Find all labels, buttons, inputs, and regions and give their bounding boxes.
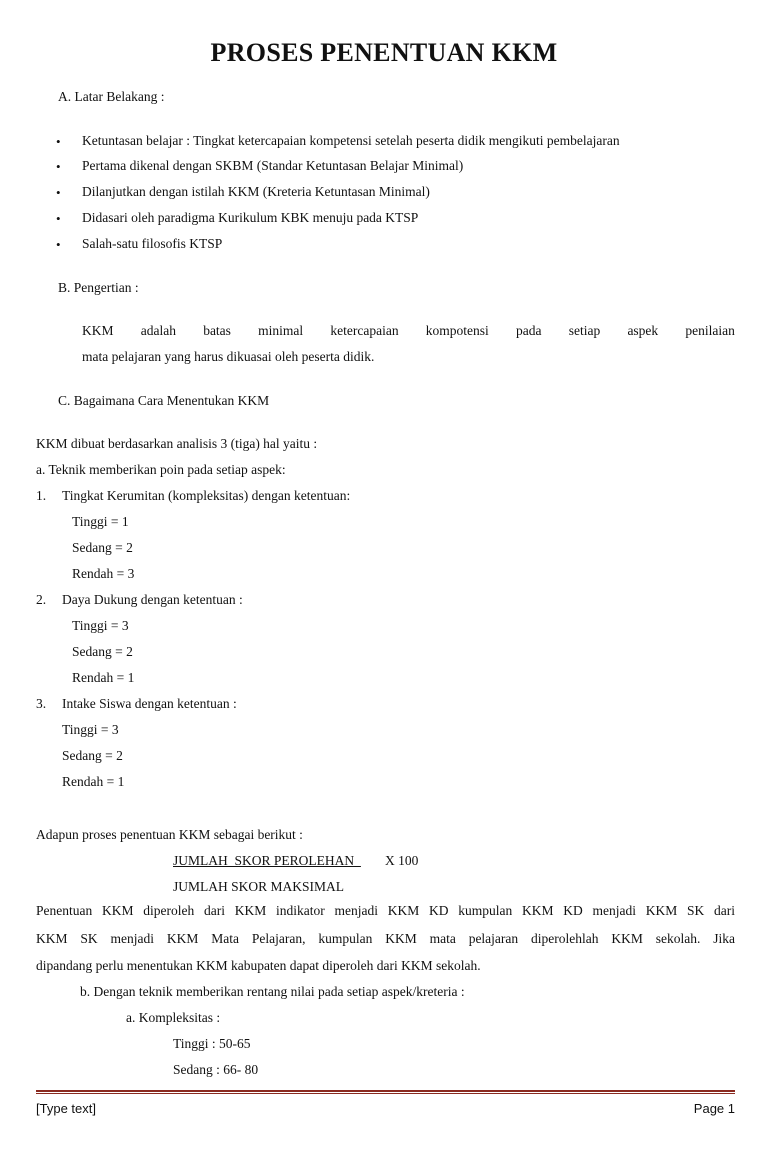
- bullet-item: Ketuntasan belajar : Tingkat ketercapaian kompetensi setelah peserta didik mengikuti pembelajaran: [82, 133, 620, 148]
- sub-a-heading: a. Kompleksitas :: [126, 1010, 221, 1025]
- item-3-text: Intake Siswa dengan ketentuan :: [62, 696, 237, 711]
- definition-word: adalah: [140, 323, 176, 338]
- footer-left-text: [Type text]: [36, 1101, 96, 1116]
- definition-word: KKM: [82, 323, 114, 338]
- definition-line-1: [82, 322, 735, 340]
- item-2-value: Rendah = 1: [72, 670, 135, 685]
- definition-line-2: mata pelajaran yang harus dikuasai oleh peserta didik.: [82, 349, 375, 364]
- section-a-heading: A. Latar Belakang :: [58, 89, 165, 104]
- item-3-value: Rendah = 1: [62, 774, 125, 789]
- item-1-value: Rendah = 3: [72, 566, 135, 581]
- definition-word: batas: [203, 323, 231, 338]
- document-title: PROSES PENENTUAN KKM: [210, 38, 558, 67]
- footer-rule-thin: [36, 1093, 735, 1094]
- bullet-icon: •: [56, 237, 61, 252]
- item-2-text: Daya Dukung dengan ketentuan :: [62, 592, 243, 607]
- definition-word: pada: [516, 323, 542, 338]
- process-intro: Adapun proses penentuan KKM sebagai berikut :: [36, 827, 303, 842]
- definition-word: kompotensi: [425, 323, 489, 338]
- bullet-icon: •: [56, 185, 61, 200]
- definition-word: penilaian: [685, 323, 735, 338]
- item-1-value: Sedang = 2: [72, 540, 133, 555]
- bullet-icon: •: [56, 211, 61, 226]
- section-c-heading: C. Bagaimana Cara Menentukan KKM: [58, 393, 270, 408]
- item-1-text: Tingkat Kerumitan (kompleksitas) dengan ketentuan:: [62, 488, 351, 503]
- sub-a-value: Tinggi : 50-65: [173, 1036, 251, 1051]
- definition-word: minimal: [258, 323, 304, 338]
- paragraph-line-last: dipandang perlu menentukan KKM kabupaten dapat diperoleh dari KKM sekolah.: [36, 958, 481, 973]
- point-b-text: b. Dengan teknik memberikan rentang nilai pada setiap aspek/kreteria :: [80, 984, 465, 999]
- definition-word: setiap: [568, 323, 601, 338]
- paragraph-line: KKM SK menjadi KKM Mata Pelajaran, kumpulan KKM mata pelajaran diperolehlah KKM sekolah. Jika: [36, 931, 735, 946]
- item-number: 3.: [36, 696, 47, 711]
- item-2-value: Tinggi = 3: [72, 618, 129, 633]
- item-number: 1.: [36, 488, 47, 503]
- section-b-heading: B. Pengertian :: [58, 280, 139, 295]
- intro-text: KKM dibuat berdasarkan analisis 3 (tiga) hal yaitu :: [36, 436, 318, 451]
- bullet-icon: •: [56, 134, 61, 149]
- formula-denominator: JUMLAH SKOR MAKSIMAL: [173, 879, 345, 894]
- paragraph-line: Penentuan KKM diperoleh dari KKM indikator menjadi KKM KD kumpulan KKM KD menjadi KKM SK dari: [36, 903, 735, 918]
- footer-rule: [36, 1090, 735, 1092]
- formula-numerator: JUMLAH SKOR PEROLEHAN: [173, 853, 361, 868]
- item-3-value: Sedang = 2: [62, 748, 123, 763]
- definition-word: aspek: [627, 323, 659, 338]
- formula-multiplier: X 100: [385, 853, 419, 868]
- bullet-item: Didasari oleh paradigma Kurikulum KBK menuju pada KTSP: [82, 210, 419, 225]
- point-a-text: a. Teknik memberikan poin pada setiap aspek:: [36, 462, 286, 477]
- item-3-value: Tinggi = 3: [62, 722, 119, 737]
- bullet-item: Dilanjutkan dengan istilah KKM (Kreteria Ketuntasan Minimal): [82, 184, 430, 199]
- bullet-item: Pertama dikenal dengan SKBM (Standar Ketuntasan Belajar Minimal): [82, 158, 464, 173]
- item-number: 2.: [36, 592, 47, 607]
- bullet-item: Salah-satu filosofis KTSP: [82, 236, 223, 251]
- item-1-value: Tinggi = 1: [72, 514, 129, 529]
- bullet-icon: •: [56, 159, 61, 174]
- sub-a-value: Sedang : 66- 80: [173, 1062, 259, 1077]
- item-2-value: Sedang = 2: [72, 644, 133, 659]
- definition-word: ketercapaian: [330, 323, 399, 338]
- footer-page-number: Page 1: [693, 1101, 735, 1116]
